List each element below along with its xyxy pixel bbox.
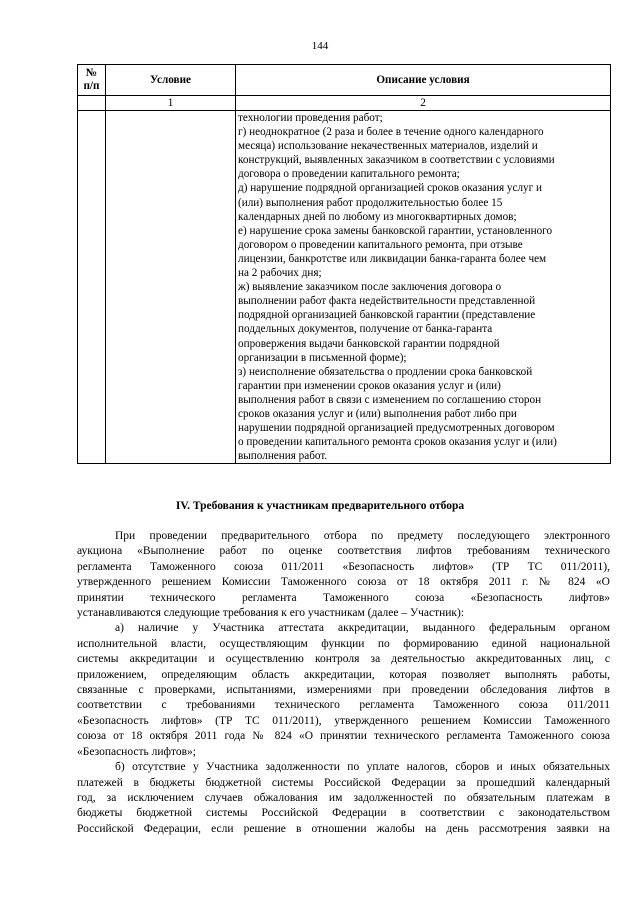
description-line: з) неисполнение обязательства о продлении срока банковской <box>238 365 533 378</box>
description-line: д) нарушение подрядной организацией сроков оказания услуг и <box>238 182 543 195</box>
text-line: «Безопасность лифтов» (ТР ТС 011/2011), утвержденного решением Комиссии Таможенного <box>77 714 610 727</box>
description-line: (или) выполнения работ продолжительностью более 15 <box>238 196 503 209</box>
text-line: аукциона «Выполнение работ по оценке соответствия лифтов требованиям технического <box>77 545 610 558</box>
page-number: 144 <box>311 40 329 52</box>
description-line: выполнения работ в связи с изменением по соглашению сторон <box>238 393 542 406</box>
text-line: регламента Таможенного союза 011/2011 «Безопасность лифтов» (ТР ТС 011/2011), <box>77 560 610 573</box>
description-line: нарушении подрядной организацией предусмотренных договором <box>238 422 555 435</box>
text-line: союза от 18 октября 2011 года № 824 «О принятии технического регламента Таможенного союза <box>77 730 610 743</box>
text-line: б) отсутствие у Участника задолженности по уплате налогов, сборов и иных обязательных <box>115 761 610 774</box>
intro-paragraph <box>77 529 610 621</box>
description-line: ж) выявление заказчиком после заключения договора о <box>238 281 502 294</box>
text-line: «Безопасность лифтов»; <box>77 745 196 758</box>
text-line: принятии технического регламента Таможенного союза «Безопасность лифтов» <box>77 591 610 604</box>
item-a-paragraph <box>77 621 610 760</box>
description-line: выполнения работ. <box>238 450 328 463</box>
description-line: поддельных документов, получение от банка-гаранта <box>238 323 493 336</box>
description-line: о проведении капитального ремонта сроков оказания услуг и (или) <box>238 436 557 449</box>
row-description-cell <box>236 111 611 464</box>
column-number-row <box>78 96 611 111</box>
description-line: г) неоднократное (2 раза и более в течение одного календарного <box>238 126 544 139</box>
column-number-empty <box>78 96 106 111</box>
description-line: подрядной организацией банковской гарантии (представление <box>238 309 536 322</box>
row-number-cell <box>78 111 106 464</box>
conditions-table <box>77 64 611 464</box>
row-condition-cell <box>106 111 236 464</box>
text-line: При проведении предварительного отбора по предмету последующего электронного <box>115 530 610 542</box>
column-number-1: 1 <box>106 96 236 111</box>
section-body <box>77 529 610 837</box>
description-line: организации в письменной форме); <box>238 351 407 364</box>
text-line: утвержденного решением Комиссии Таможенного союза от 18 октября 2011 г. № 824 «О <box>77 576 610 589</box>
description-line: на 2 рабочих дня; <box>238 267 322 280</box>
description-line: конструкций, выявленных заказчиком в соответствии с условиями <box>238 154 555 167</box>
description-line: лицензии, банкротстве или ликвидации банка-гаранта более чем <box>238 252 547 265</box>
table-header-row <box>78 65 611 96</box>
text-line: исполнительной власти, осуществляющим функции по формированию единой национальной <box>77 637 610 650</box>
column-number-2: 2 <box>236 96 611 111</box>
description-line: договором о проведении капитального ремонта, при отзыве <box>238 238 523 251</box>
text-line: платежей в бюджеты бюджетной системы Российской Федерации за прошедший календарный <box>77 776 610 789</box>
description-line: опровержения выдачи банковской гарантии подрядной <box>238 337 500 350</box>
text-line: а) наличие у Участника аттестата аккредитации, выданного федеральным органом <box>115 622 610 635</box>
description-line: календарных дней по любому из многоквартирных домов; <box>238 210 517 223</box>
description-line: сроков оказания услуг и (или) выполнения работ либо при <box>238 407 517 420</box>
text-line: соответствии с требованиями технического регламента Таможенного союза 011/2011 <box>77 699 610 712</box>
description-line: гарантии при изменении сроков оказания услуг и (или) <box>238 379 501 392</box>
section-heading: IV. Требования к участникам предварительного отбора <box>175 500 465 512</box>
text-line: Российской Федерации, если решение в отношении жалобы на день рассмотрения заявки на <box>77 822 610 835</box>
description-line: е) нарушение срока замены банковской гарантии, установленного <box>238 224 553 237</box>
text-line: связанные с проверками, испытаниями, измерениями при проведении обследования лифтов в <box>77 684 610 697</box>
header-number: № п/п <box>78 65 106 96</box>
text-line: год, за исключением случаев обжалования им задолженностей по обязательным платежам в <box>77 791 610 804</box>
item-b-paragraph <box>77 760 610 837</box>
text-line: системы аккредитации и осуществлению контроля за деятельностью аккредитованных лиц, с <box>77 653 610 666</box>
header-description: Описание условия <box>236 65 611 96</box>
header-condition: Условие <box>106 65 236 96</box>
description-line: договора о проведении капитального ремонта; <box>238 168 460 181</box>
description-line: технологии проведения работ; <box>238 112 383 124</box>
text-line: бюджеты бюджетной системы Российской Федерации в соответствии с законодательством <box>77 807 610 820</box>
description-line: выполнении работ факта недействительности представленной <box>238 295 536 308</box>
table-row <box>78 111 611 464</box>
text-line: устанавливаются следующие требования к его участникам (далее – Участник): <box>77 607 465 620</box>
text-line: приложением, определяющим область аккредитации, которая позволяет выполнять работы, <box>77 668 610 681</box>
description-line: месяца) использование некачественных материалов, изделий и <box>238 140 538 153</box>
